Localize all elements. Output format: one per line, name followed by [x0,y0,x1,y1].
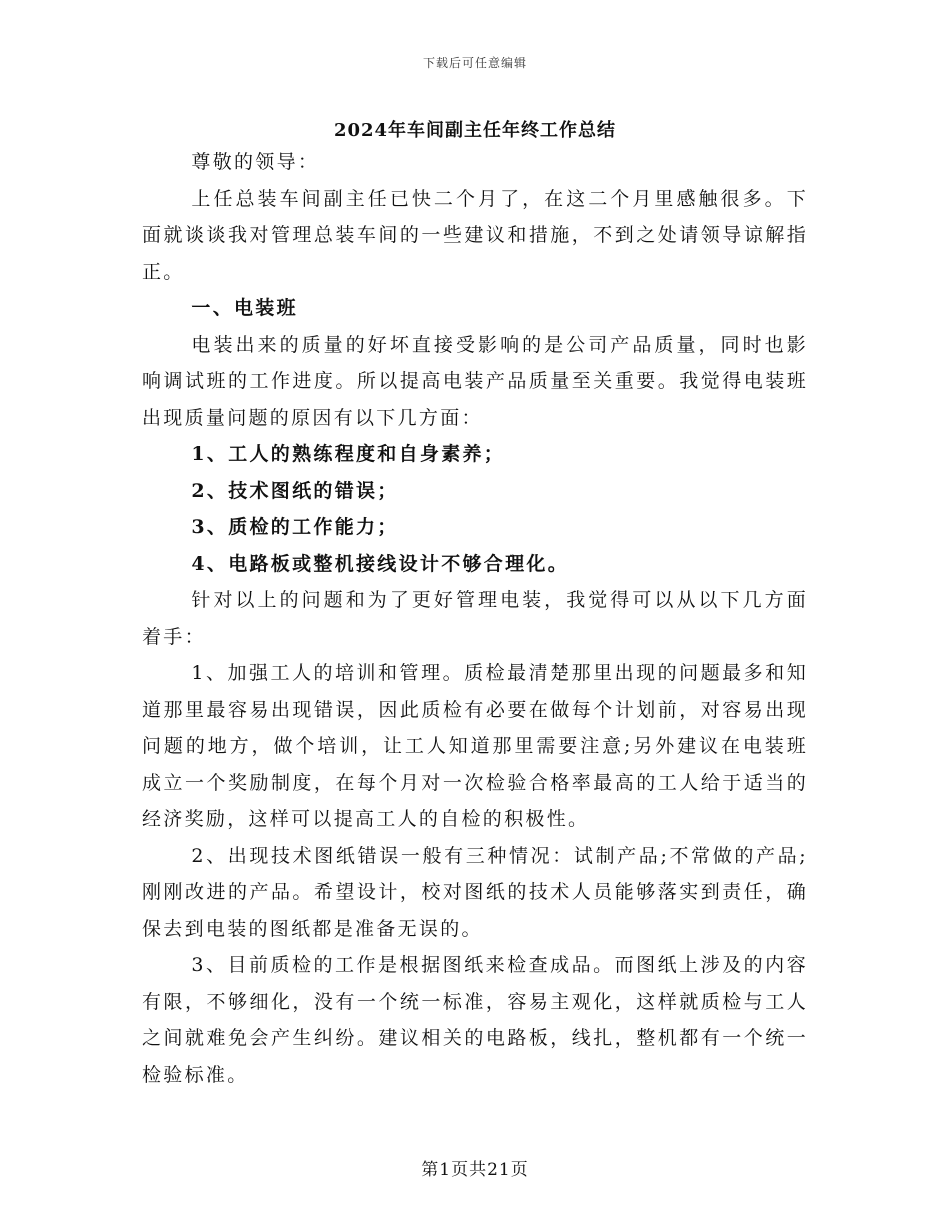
list-item: 2、技术图纸的错误； [191,479,399,502]
body-paragraph: 3、目前质检的工作是根据图纸来检查成品。而图纸上涉及的内容有限，不够细化，没有一个统一标准，容易主观化，这样就质检与工人之间就难免会产生纠纷。建议相关的电路板，线扎，整机都有一个统一检验标准。 [142,954,808,1086]
document-title: 2024年车间副主任年终工作总结 [333,120,617,141]
body-paragraph: 2、出现技术图纸错误一般有三种情况：试制产品;不常做的产品;刚刚改进的产品。希望设计，校对图纸的技术人员能够落实到责任，确保去到电装的图纸都是准备无误的。 [142,844,808,940]
body-paragraph: 1、加强工人的培训和管理。质检最清楚那里出现的问题最多和知道那里最容易出现错误，因此质检有必要在做每个计划前，对容易出现问题的地方，做个培训，让工人知道那里需要注意;另外建议在电装班成立一个奖励制度，在每个月对一次检验合格率最高的工人给于适当的经济奖励，这样可以提高工人的自检的积极性。 [142,662,808,830]
list-item: 4、电路板或整机接线设计不够合理化。 [191,552,570,575]
page-footer: 第1页共21页 [421,1160,529,1180]
salutation: 尊敬的领导： [191,151,320,173]
document-body [142,144,808,1093]
list-item: 1、工人的熟练程度和自身素养； [191,443,506,465]
body-paragraph: 上任总装车间副主任已快二个月了，在这二个月里感触很多。下面就谈谈我对管理总装车间的一些建议和措施，不到之处请领导谅解指正。 [142,187,808,283]
section-heading: 一、电装班 [191,297,298,319]
body-paragraph: 针对以上的问题和为了更好管理电装，我觉得可以从以下几方面着手： [142,589,808,648]
list-item: 3、质检的工作能力； [191,516,399,538]
header-note: 下载后可任意编辑 [422,56,527,70]
body-paragraph: 电装出来的质量的好坏直接受影响的是公司产品质量，同时也影响调试班的工作进度。所以提高电装产品质量至关重要。我觉得电装班出现质量问题的原因有以下几方面： [142,333,808,429]
